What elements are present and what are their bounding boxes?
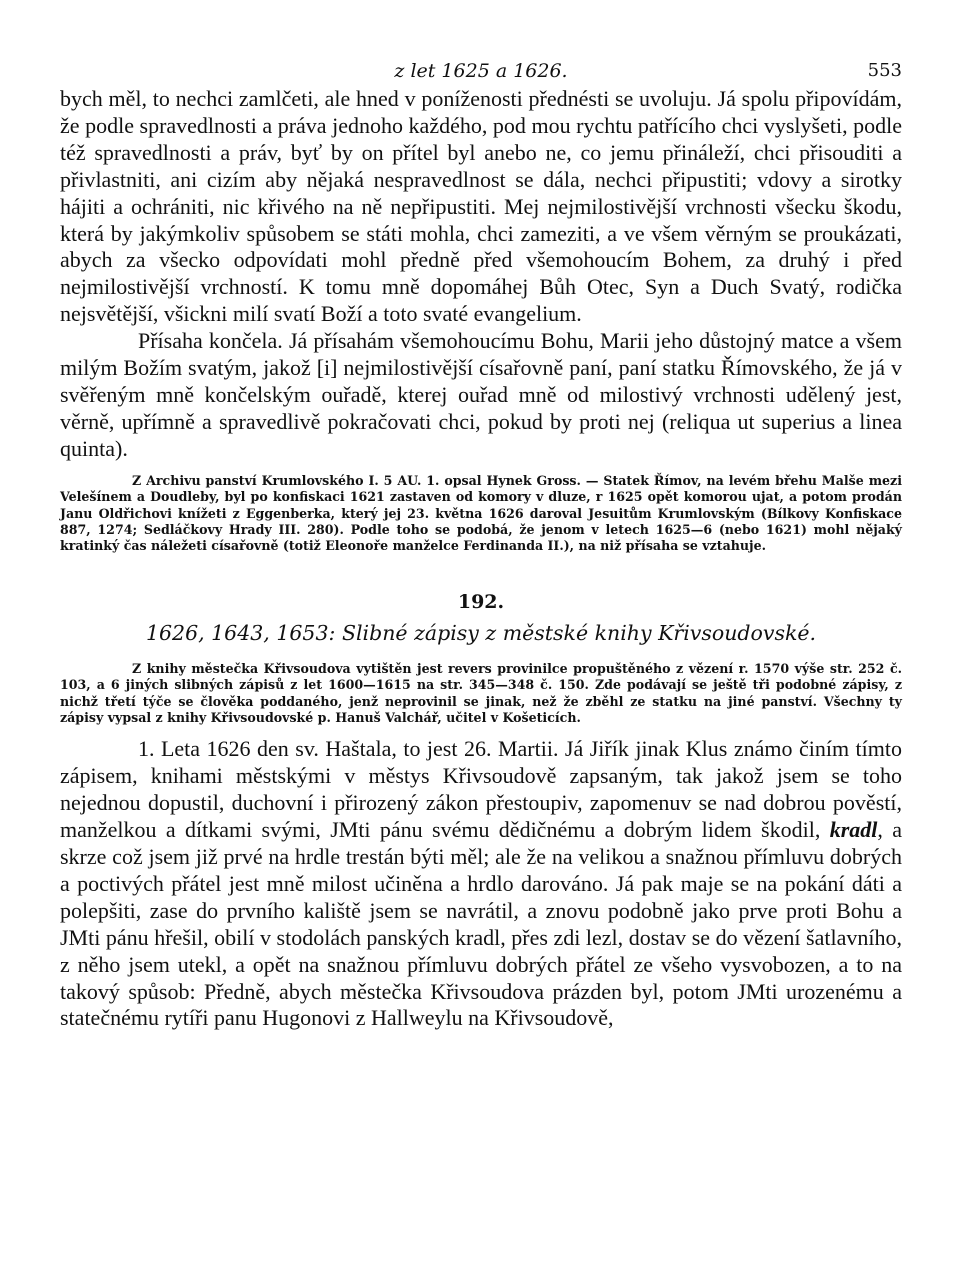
document-note	[60, 661, 902, 727]
entry-text-before: 1. Leta 1626 den sv. Haštala, to jest 26. Martii. Já Jiřík jinak Klus známo činím tímto zápisem, knihami městskými v městys Křivsoudově zapsaným, tak jakož jsem se toho nejednou dopustil, duchovní i přirozený zákon přestoupiv, zapomenuv se nad dobrou pověstí, manželkou a dítkami svými, JMti pánu svému dědičnému a dobrým lidem škodil,	[60, 736, 902, 843]
document-body-text	[60, 736, 902, 1032]
page-number: 553	[867, 60, 902, 81]
entry-emphasis: kradl	[829, 817, 878, 843]
document-note-text: Z knihy městečka Křivsoudova vytištěn jest revers provinilce propuštěného z vězení r. 1570 výše str. 252 č. 103, a 6 jiných slibných zápisů z let 1600—1615 na str. 345—348 č. 150. Zde podávají se ještě tři podobné zápisy, z nichž třetí týče se člověka poddaného, jenž neprovinil se jinak, než že zběhl ze statku na jiné panství. Všechny ty zápisy vypsal z knihy Křivsoudovské p. Hanuš Valchář, učitel v Košeticích.	[60, 660, 902, 725]
running-title: z let 1625 a 1626.	[394, 60, 568, 82]
spacer	[60, 726, 902, 736]
source-note-text: Z Archivu panství Krumlovského I. 5 AU. 1. opsal Hynek Gross. — Statek Římov, na levém břehu Malše mezi Velešínem a Doudleby, byl po konfiskaci 1621 zastaven od komory v dluze, r 1625 opět komorou ujat, a potom prodán Janu Oldřichovi knížeti z Eggenberka, který jej 23. května 1626 daroval Jesuitům Krumlovským (Bílkovy Konfiskace 887, 1274; Sedláčkovy Hrady III. 280). Podle toho se podobá, že jenom v letech 1625—6 (nebo 1621) mohl nějaký kratinký čas náležeti císařovně (totiž Eleonoře manželce Ferdinanda II.), na niž přísaha se vztahuje.	[60, 472, 902, 554]
source-note	[60, 473, 902, 555]
entry-text-after: , a skrze což jsem již prvé na hrdle trestán býti měl; ale že na velikou a snažnou přímluvu dobrých a poctivých přátel jest mně milost učiněna a hrdlo darováno. Já pak maje se na pokání dáti a polepšiti, zase do prvního kaliště jsem se navrátil, a znovu podobně jako prve proti Bohu a JMti pánu hřešil, obilí v stodolách panských kradl, přes zdi lezl, dostav se do vězení šatlavního, z něho jsem utekl, a opět na snažnou přímluvu dobrých přátel ze všeho vysvobozen, a to na takový spůsob: Předně, abych městečka Křivsoudova prázden byl, potom JMti urozenému a statečnému rytíři panu Hugonovi z Hallweylu na Křivsoudově,	[60, 817, 902, 1031]
page-header	[60, 52, 902, 86]
top-body-text	[60, 86, 902, 463]
document-number: 192.	[457, 590, 505, 613]
oath-paragraph-end: bych měl, to nechci zamlčeti, ale hned v poníženosti přednésti se uvoluju. Já spolu připovídám, že podle spravedlnosti a práva jednoho každého, pod mou rychtu patřícího chci vyslyšeti, podle též spravedlnosti a práv, byť by on přítel byl anebo ne, co jemu přináleží, chci přisouditi a přivlastniti, ani cizím aby nějaká nespravedlnost se dála, nechci připustiti; vdovy a sirotky hájiti a ochrániti, nic křivého na ně nepřipustiti. Mej nejmilostivější vrchnosti všecku škodu, která by jakýmkoliv spůsobem se státi mohla, chci zameziti, a ve všem věrným se proukázati, abych za všecko odpovídati mohl předně před všemohoucím Bohem, za druhý i před nejmilostivější vrchností. K tomu mně dopomáhej Bůh Otec, Syn a Duch Svatý, rodička nejsvětější, všickni milí svatí Boží a toto svaté evangelium.	[60, 86, 902, 327]
document-title: 1626, 1643, 1653: Slibné zápisy z městské knihy Křivsoudovské.	[145, 620, 817, 645]
entry-paragraph-1	[60, 736, 902, 1032]
alderman-oath-paragraph: Přísaha končela. Já přísahám všemohoucímu Bohu, Marii jeho důstojný matce a všem milým Božím svatým, jakož [i] nejmilostivější císařovně paní, paní statku Římovského, že já v svěřeným mně končelským ouřadě, kterej ouřad mně od milostivý vrchnosti udělený jest, věrně, upřímně a spravedlivě pokračovati chci, pokud by proti nej (reliqua ut superius a linea quinta).	[60, 328, 902, 461]
page	[60, 52, 902, 1032]
